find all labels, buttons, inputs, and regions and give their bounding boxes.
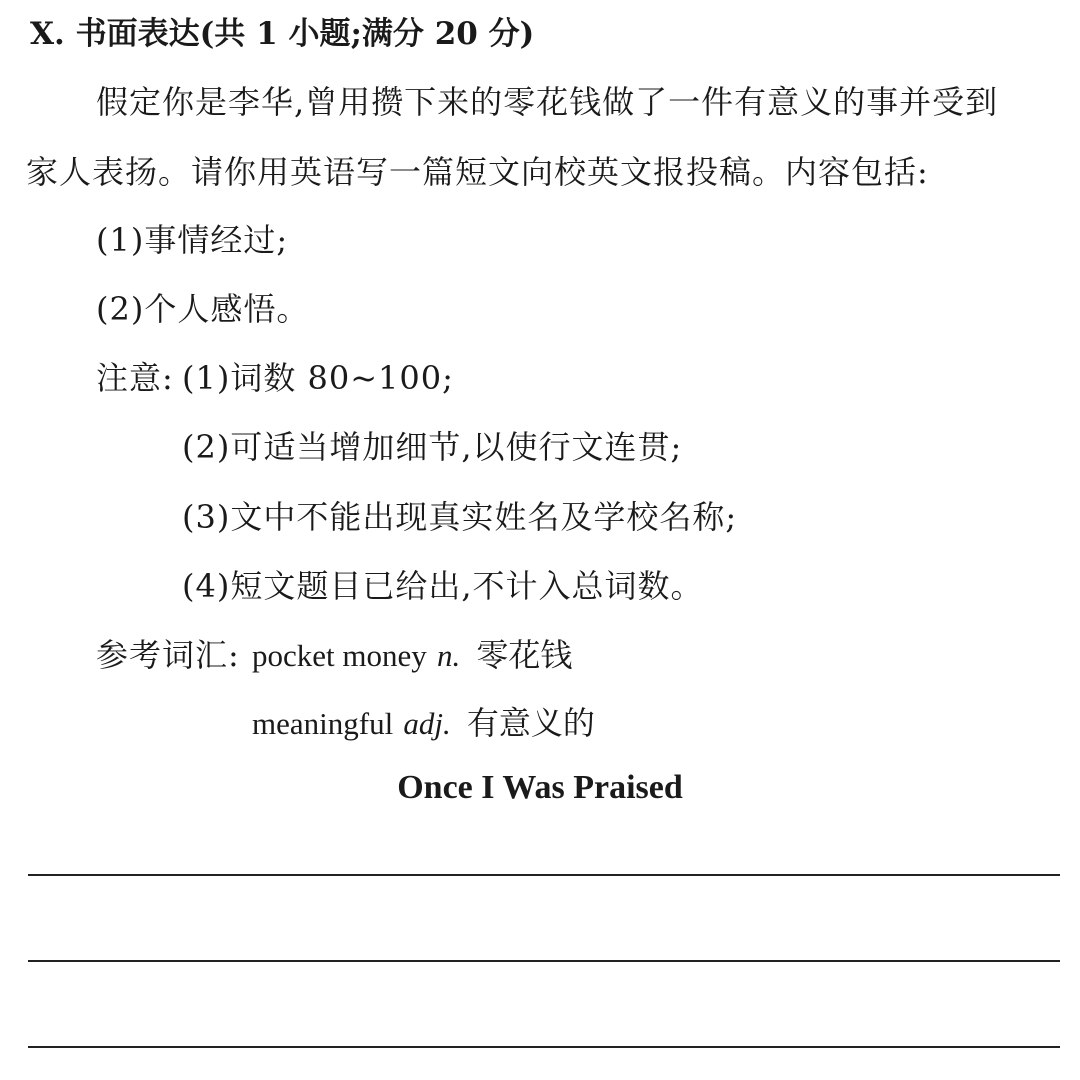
section-heading: X. 书面表达(共 1 小题;满分 20 分): [30, 16, 535, 52]
vocab-meaning: 有意义的: [466, 704, 595, 742]
notes-label: 注意:: [96, 359, 174, 397]
vocab-meaning: 零花钱: [476, 636, 573, 674]
answer-line[interactable]: [28, 960, 1060, 962]
vocab-word: meaningful: [252, 706, 394, 741]
vocab-word: pocket money: [252, 638, 427, 673]
prompt-line-2: 家人表扬。请你用英语写一篇短文向校英文报投稿。内容包括:: [26, 153, 929, 191]
prompt-line-1: 假定你是李华,曾用攒下来的零花钱做了一件有意义的事并受到: [96, 83, 999, 121]
vocab-entry-2: [252, 703, 595, 744]
content-point-1: (1)事情经过;: [96, 221, 289, 259]
answer-line[interactable]: [28, 1046, 1060, 1048]
vocab-pos: adj.: [403, 706, 451, 741]
note-item-4: (4)短文题目已给出,不计入总词数。: [182, 567, 704, 605]
vocab-entry-1: [252, 635, 572, 676]
note-item-3: (3)文中不能出现真实姓名及学校名称;: [182, 498, 738, 536]
vocab-pos: n.: [436, 638, 461, 673]
answer-line[interactable]: [28, 874, 1060, 876]
essay-title: Once I Was Praised: [397, 769, 683, 806]
note-item-2: (2)可适当增加细节,以使行文连贯;: [182, 428, 683, 466]
content-point-2: (2)个人感悟。: [96, 290, 310, 328]
vocab-label: 参考词汇:: [96, 636, 240, 674]
note-item-1: (1)词数 80~100;: [182, 359, 454, 397]
